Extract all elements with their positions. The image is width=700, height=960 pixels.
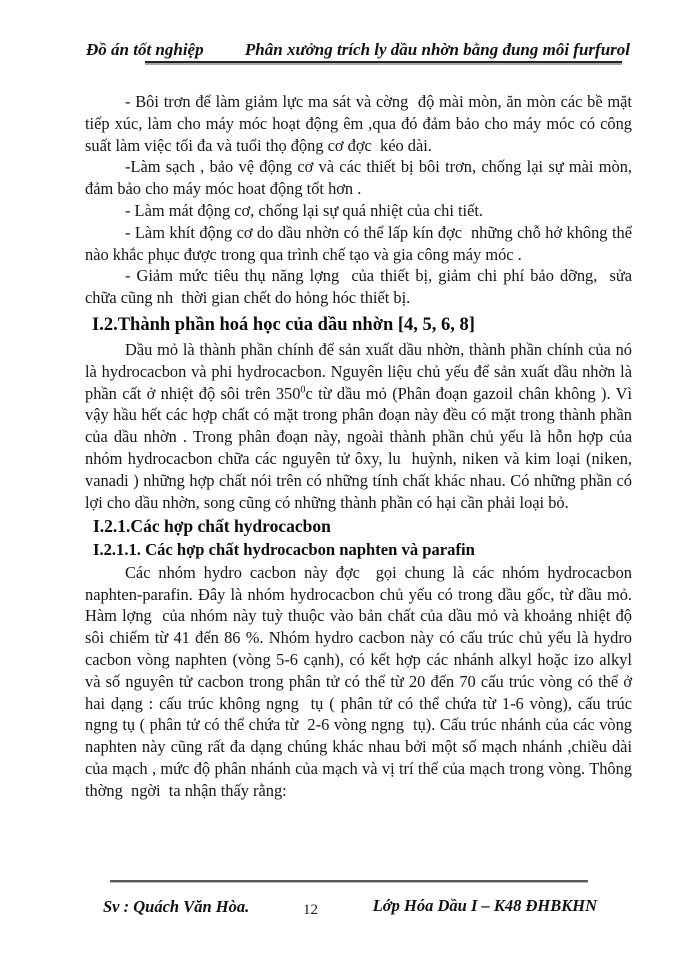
paragraph-crude-oil-text-before-superscript: Dầu mỏ là thành phần chính để sản xuất dầu nhờn, thành phần chính của nó là hydrocacbon và phi hydrocacbon. Nguyên liệu chủ yếu để sản xuất dầu nhờn là phần cất ở nhiệt độ sôi trên 350 (85, 339, 637, 403)
paragraph-cleaning-protection: -Làm sạch , bảo vệ động cơ và các thiết bị bôi trơn, chống lại sự mài mòn, đảm bảo cho máy móc hoat động tốt hơn . (85, 157, 637, 199)
footer-class-label: Lớp Hóa Dầu I – K48 ĐHBKHN (372, 896, 597, 915)
paragraph-crude-oil-composition (85, 339, 637, 513)
subsubsection-heading-naphthene-paraffin: I.2.1.1. Các hợp chất hydrocacbon naphten và parafin (93, 540, 475, 560)
paragraph-energy-saving: - Giảm mức tiêu thụ năng lợng của thiết bị, giảm chi phí bảo dỡng, sửa chữa cũng nh thời gian chết do hỏng hóc thiết bị. (85, 266, 637, 308)
temperature-superscript: 0 (300, 384, 306, 396)
document-body (85, 91, 637, 802)
paragraph-crude-oil-text-after-superscript: c từ dầu mỏ (Phân đoạn gazoil chân không ). Vì vậy hầu hết các hợp chất có mặt trong phân đoạn này đều có mặt trong thành phần của dầu nhờn . Trong phân đoạn này, ngoài thành phần chủ yếu là hỗn hợp của nhóm hydrocacbon chữa các nguyên tử ôxy, lu huỳnh, niken và kim loại (niken, vanadi ) những hợp chất nói trên có những tính chất khác nhau. Có những phần có lợi cho dầu nhờn, song cũng có những thành phần có hại cần phải loại bỏ. (85, 383, 637, 512)
footer-divider-line (110, 880, 588, 883)
paragraph-naphthene-paraffin-groups: Các nhóm hydro cacbon này đợc gọi chung là các nhóm hydrocacbon naphten-parafin. Đây là nhóm hydrocacbon chủ yếu có trong dầu gốc, từ dầu mỏ. Hàm lợng của nhóm này tuỳ thuộc vào bản chất của dầu mỏ và khoảng nhiệt độ sôi chiếm từ 41 đến 86 %. Nhóm hydro cacbon này có cấu trúc chủ yếu là hydro cacbon vòng naphten (vòng 5-6 cạnh), có kết hợp các nhánh alkyl hoặc izo alkyl và số nguyên tử cacbon trong phân tử có thể từ 20 đến 70 cấu trúc vòng có thể ở hai dạng : cấu trúc không ngng tụ ( phân tử có thể chứa từ 1-6 vòng), cấu trúc ngng tụ ( phân tử có thể chứa từ 2-6 vòng ngng tụ). Cấu trúc nhánh của các vòng naphten này cũng rất đa dạng chúng khác nhau bởi một số mạch nhánh ,chiều dài của mạch , mức độ phân nhánh của mạch và vị trí thế của mạch trong vòng. Thông thờng ngời ta nhận thấy rằng: (85, 562, 637, 800)
footer-student-name: Sv : Quách Văn Hòa. (103, 897, 250, 916)
paragraph-lubrication-friction: - Bôi trơn để làm giảm lực ma sát và cờng độ mài mòn, ăn mòn các bề mặt tiếp xúc, làm cho máy móc hoạt động êm ,qua đó đảm bảo cho máy móc có công suất làm việc tối đa và tuổi thọ động cơ đợc kéo dài. (85, 92, 637, 155)
page-number: 12 (303, 902, 318, 918)
paragraph-engine-sealing: - Làm khít động cơ do dầu nhờn có thể lấp kín đợc những chỗ hở không thể nào khắc phục được trong qua trình chế tạo và gia công máy móc . (85, 222, 637, 264)
header-project-title: Phân xưởng trích ly dầu nhờn bằng đung môi furfurol (244, 40, 630, 59)
paragraph-engine-cooling: - Làm mát động cơ, chống lại sự quá nhiệt của chi tiết. (125, 200, 484, 220)
section-heading-chemical-composition: I.2.Thành phần hoá học của dầu nhờn [4, 5, 6, 8] (92, 314, 475, 335)
subsection-heading-hydrocarbon-compounds: I.2.1.Các hợp chất hydrocacbon (93, 516, 331, 537)
page-header (86, 40, 630, 60)
header-project-type: Đồ án tốt nghiệp (86, 40, 204, 59)
header-divider-line (145, 61, 622, 65)
